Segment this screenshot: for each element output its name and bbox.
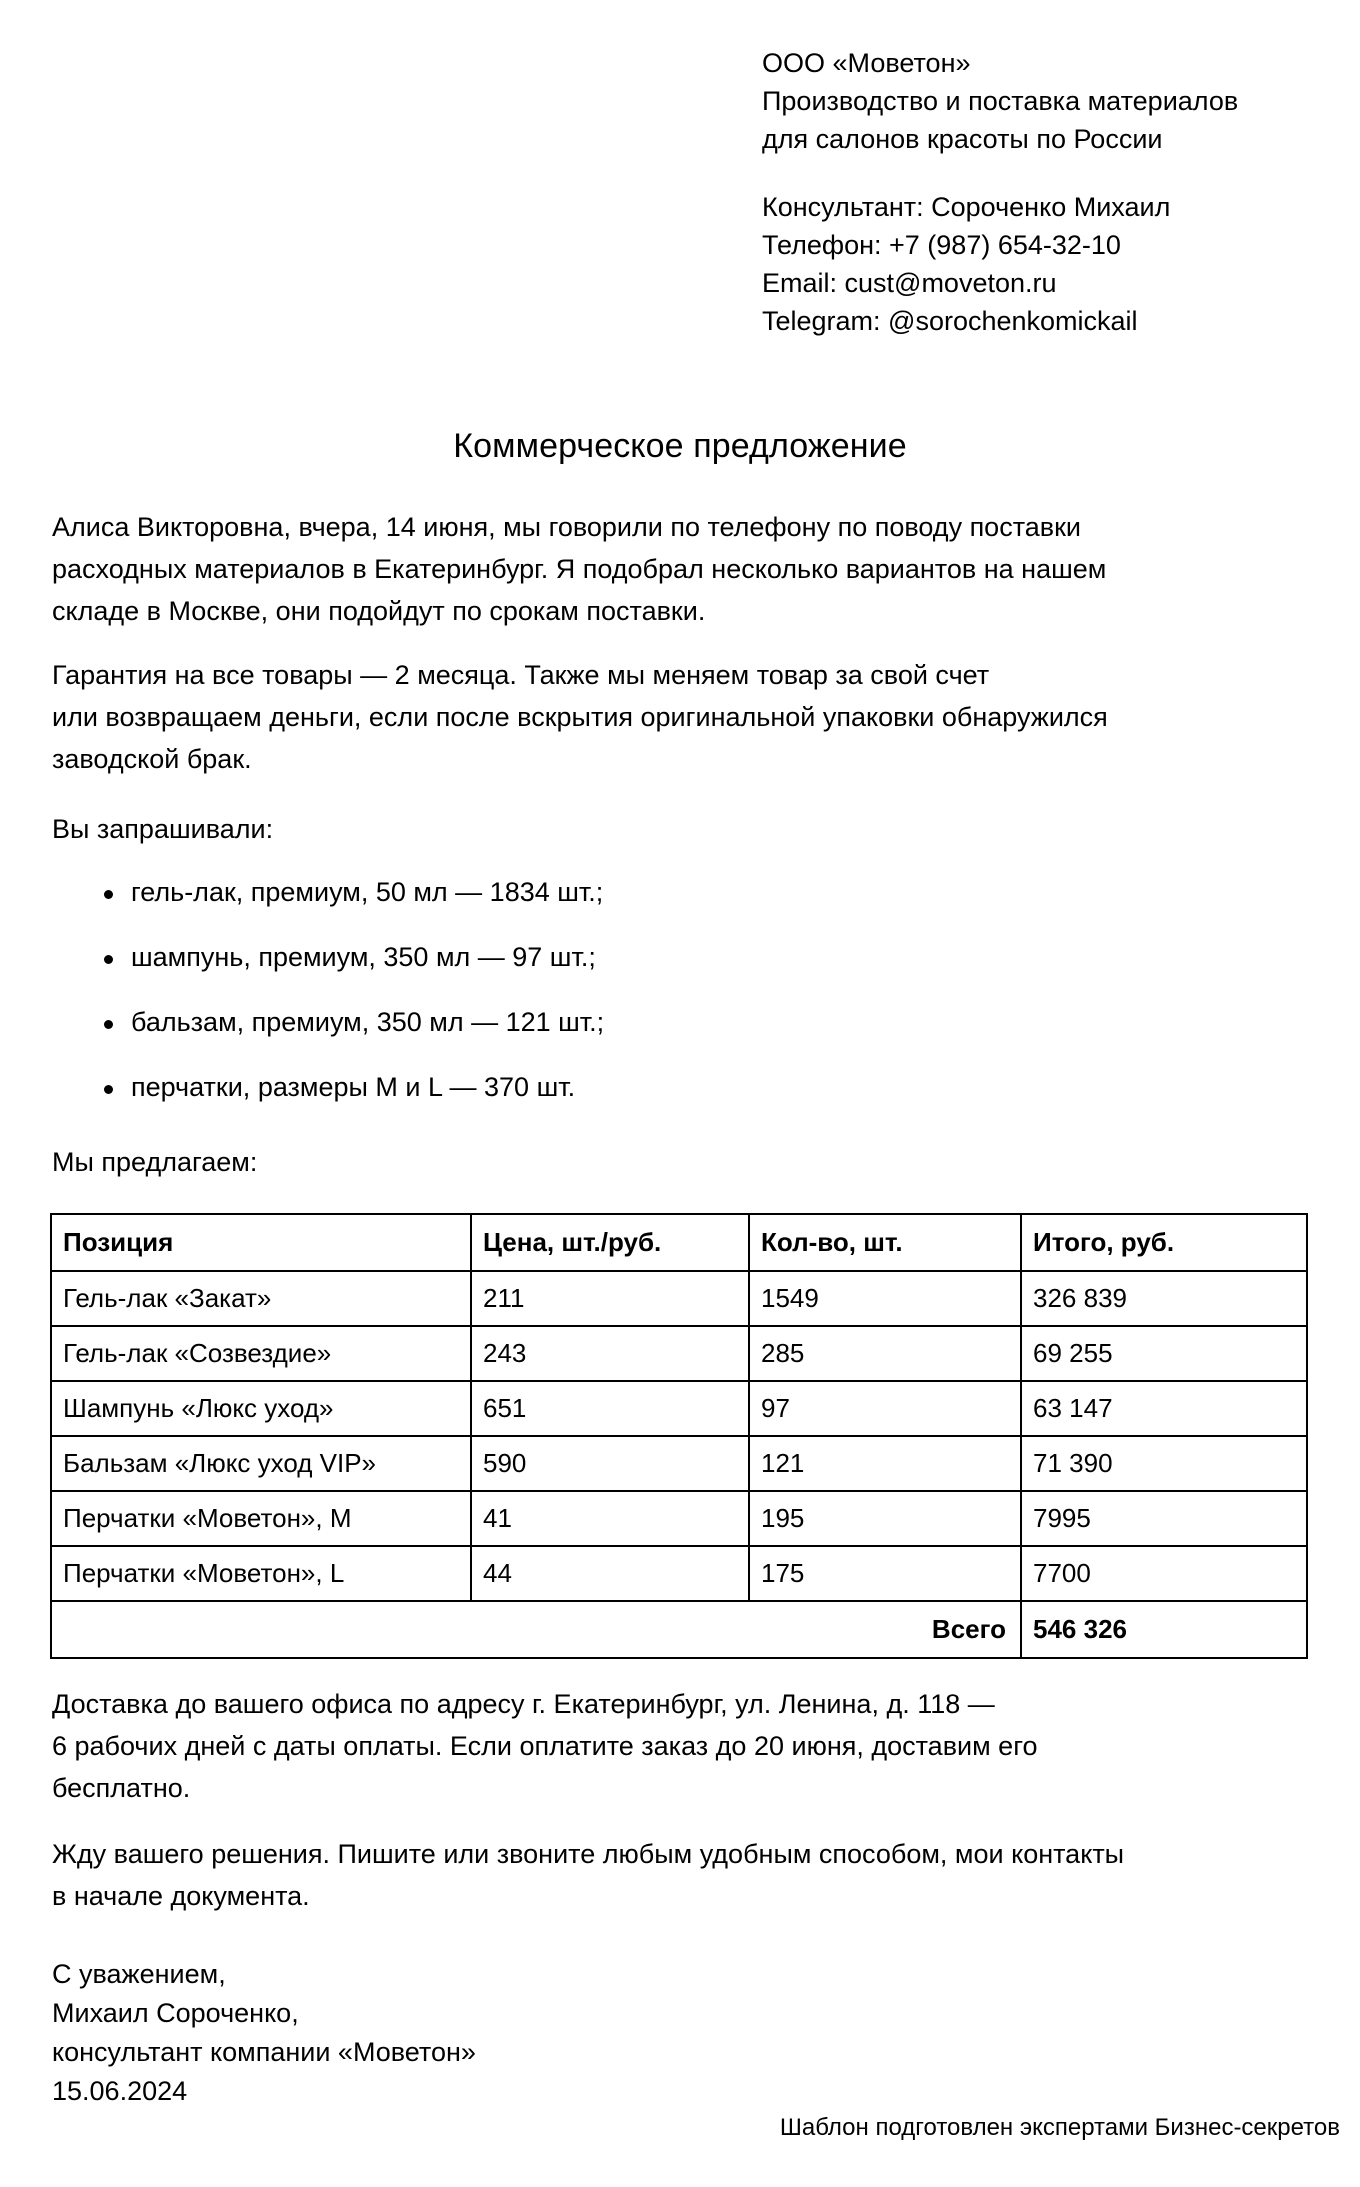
list-item-label: шампунь, премиум, 350 мл — 97 шт.; xyxy=(131,942,596,972)
table-footer xyxy=(51,1601,1307,1658)
table-row xyxy=(51,1491,1307,1546)
cell-price: 211 xyxy=(471,1271,749,1326)
list-item-label: перчатки, размеры M и L — 370 шт. xyxy=(131,1072,576,1102)
offer-label xyxy=(52,1141,257,1183)
cell-sum: 71 390 xyxy=(1021,1436,1307,1491)
delivery-line-1: Доставка до вашего офиса по адресу г. Екатеринбург, ул. Ленина, д. 118 — xyxy=(52,1689,995,1719)
column-header-price: Цена, шт./руб. xyxy=(471,1214,749,1271)
table-total-row xyxy=(51,1601,1307,1658)
warranty-line-3: заводской брак. xyxy=(52,744,252,774)
list-item xyxy=(52,990,604,1055)
cell-position: Гель-лак «Созвездие» xyxy=(51,1326,471,1381)
cell-sum: 7995 xyxy=(1021,1491,1307,1546)
cell-quantity: 97 xyxy=(749,1381,1021,1436)
signature-salutation: С уважением, xyxy=(52,1959,226,1989)
footer-note: Шаблон подготовлен экспертами Бизнес-секретов xyxy=(779,2114,1340,2141)
list-item xyxy=(52,860,604,925)
page-title: Коммерческое предложение xyxy=(453,427,907,465)
closing-line-2: в начале документа. xyxy=(52,1881,310,1911)
intro-line-1: Алиса Викторовна, вчера, 14 июня, мы говорили по телефону по поводу поставки xyxy=(52,512,1082,542)
cell-position: Шампунь «Люкс уход» xyxy=(51,1381,471,1436)
column-header-sum: Итого, руб. xyxy=(1021,1214,1307,1271)
signature-name: Михаил Сороченко, xyxy=(52,1998,299,2028)
delivery-line-3: бесплатно. xyxy=(52,1773,191,1803)
contact-email: Email: cust@moveton.ru xyxy=(762,268,1057,298)
contact-telegram: Telegram: @sorochenkomickail xyxy=(762,306,1138,336)
table-row xyxy=(51,1436,1307,1491)
cell-price: 41 xyxy=(471,1491,749,1546)
delivery-line-2: 6 рабочих дней с даты оплаты. Если оплатите заказ до 20 июня, доставим его xyxy=(52,1731,1038,1761)
consultant-name: Консультант: Сороченко Михаил xyxy=(762,192,1171,222)
closing-line-1: Жду вашего решения. Пишите или звоните любым удобным способом, мои контакты xyxy=(52,1839,1125,1869)
cell-price: 590 xyxy=(471,1436,749,1491)
table-row xyxy=(51,1546,1307,1601)
cell-sum: 7700 xyxy=(1021,1546,1307,1601)
letterhead-spacer xyxy=(762,158,1238,188)
closing-paragraph xyxy=(52,1833,1124,1917)
list-item-label: бальзам, премиум, 350 мл — 121 шт.; xyxy=(131,1007,605,1037)
cell-quantity: 285 xyxy=(749,1326,1021,1381)
table-row xyxy=(51,1326,1307,1381)
cell-quantity: 121 xyxy=(749,1436,1021,1491)
cell-position: Гель-лак «Закат» xyxy=(51,1271,471,1326)
offer-table-container xyxy=(50,1213,1306,1659)
table-body xyxy=(51,1271,1307,1601)
cell-position: Перчатки «Моветон», L xyxy=(51,1546,471,1601)
requested-items-label-text: Вы запрашивали: xyxy=(52,814,274,844)
table-row xyxy=(51,1381,1307,1436)
list-item xyxy=(52,925,604,990)
letterhead-block xyxy=(762,44,1238,340)
cell-position: Перчатки «Моветон», M xyxy=(51,1491,471,1546)
signature-role: консультант компании «Моветон» xyxy=(52,2037,476,2067)
company-activity-line-1: Производство и поставка материалов xyxy=(762,86,1239,116)
warranty-line-1: Гарантия на все товары — 2 месяца. Также мы меняем товар за свой счет xyxy=(52,660,990,690)
cell-quantity: 195 xyxy=(749,1491,1021,1546)
signature-date: 15.06.2024 xyxy=(52,2076,188,2106)
column-header-position: Позиция xyxy=(51,1214,471,1271)
table-header-row xyxy=(51,1214,1307,1271)
requested-items-label xyxy=(52,808,273,850)
cell-price: 651 xyxy=(471,1381,749,1436)
cell-sum: 69 255 xyxy=(1021,1326,1307,1381)
intro-line-3: складе в Москве, они подойдут по срокам поставки. xyxy=(52,596,706,626)
cell-quantity: 1549 xyxy=(749,1271,1021,1326)
cell-price: 44 xyxy=(471,1546,749,1601)
warranty-paragraph xyxy=(52,654,1108,780)
column-header-quantity: Кол-во, шт. xyxy=(749,1214,1021,1271)
contact-phone: Телефон: +7 (987) 654-32-10 xyxy=(762,230,1121,260)
intro-line-2: расходных материалов в Екатеринбург. Я подобрал несколько вариантов на нашем xyxy=(52,554,1107,584)
list-item-label: гель-лак, премиум, 50 мл — 1834 шт.; xyxy=(131,877,604,907)
offer-label-text: Мы предлагаем: xyxy=(52,1147,258,1177)
cell-price: 243 xyxy=(471,1326,749,1381)
total-label: Всего xyxy=(51,1601,1021,1658)
cell-sum: 63 147 xyxy=(1021,1381,1307,1436)
cell-quantity: 175 xyxy=(749,1546,1021,1601)
offer-table xyxy=(50,1213,1308,1659)
delivery-paragraph xyxy=(52,1683,1037,1809)
table-row xyxy=(51,1271,1307,1326)
company-activity-line-2: для салонов красоты по России xyxy=(762,124,1163,154)
cell-position: Бальзам «Люкс уход VIP» xyxy=(51,1436,471,1491)
company-name: ООО «Моветон» xyxy=(762,48,971,78)
cell-sum: 326 839 xyxy=(1021,1271,1307,1326)
warranty-line-2: или возвращаем деньги, если после вскрытия оригинальной упаковки обнаружился xyxy=(52,702,1108,732)
list-item xyxy=(52,1055,604,1120)
intro-paragraph xyxy=(52,506,1106,632)
requested-items-list xyxy=(52,860,604,1120)
total-value: 546 326 xyxy=(1021,1601,1307,1658)
signature-block xyxy=(52,1955,476,2111)
table-header xyxy=(51,1214,1307,1271)
